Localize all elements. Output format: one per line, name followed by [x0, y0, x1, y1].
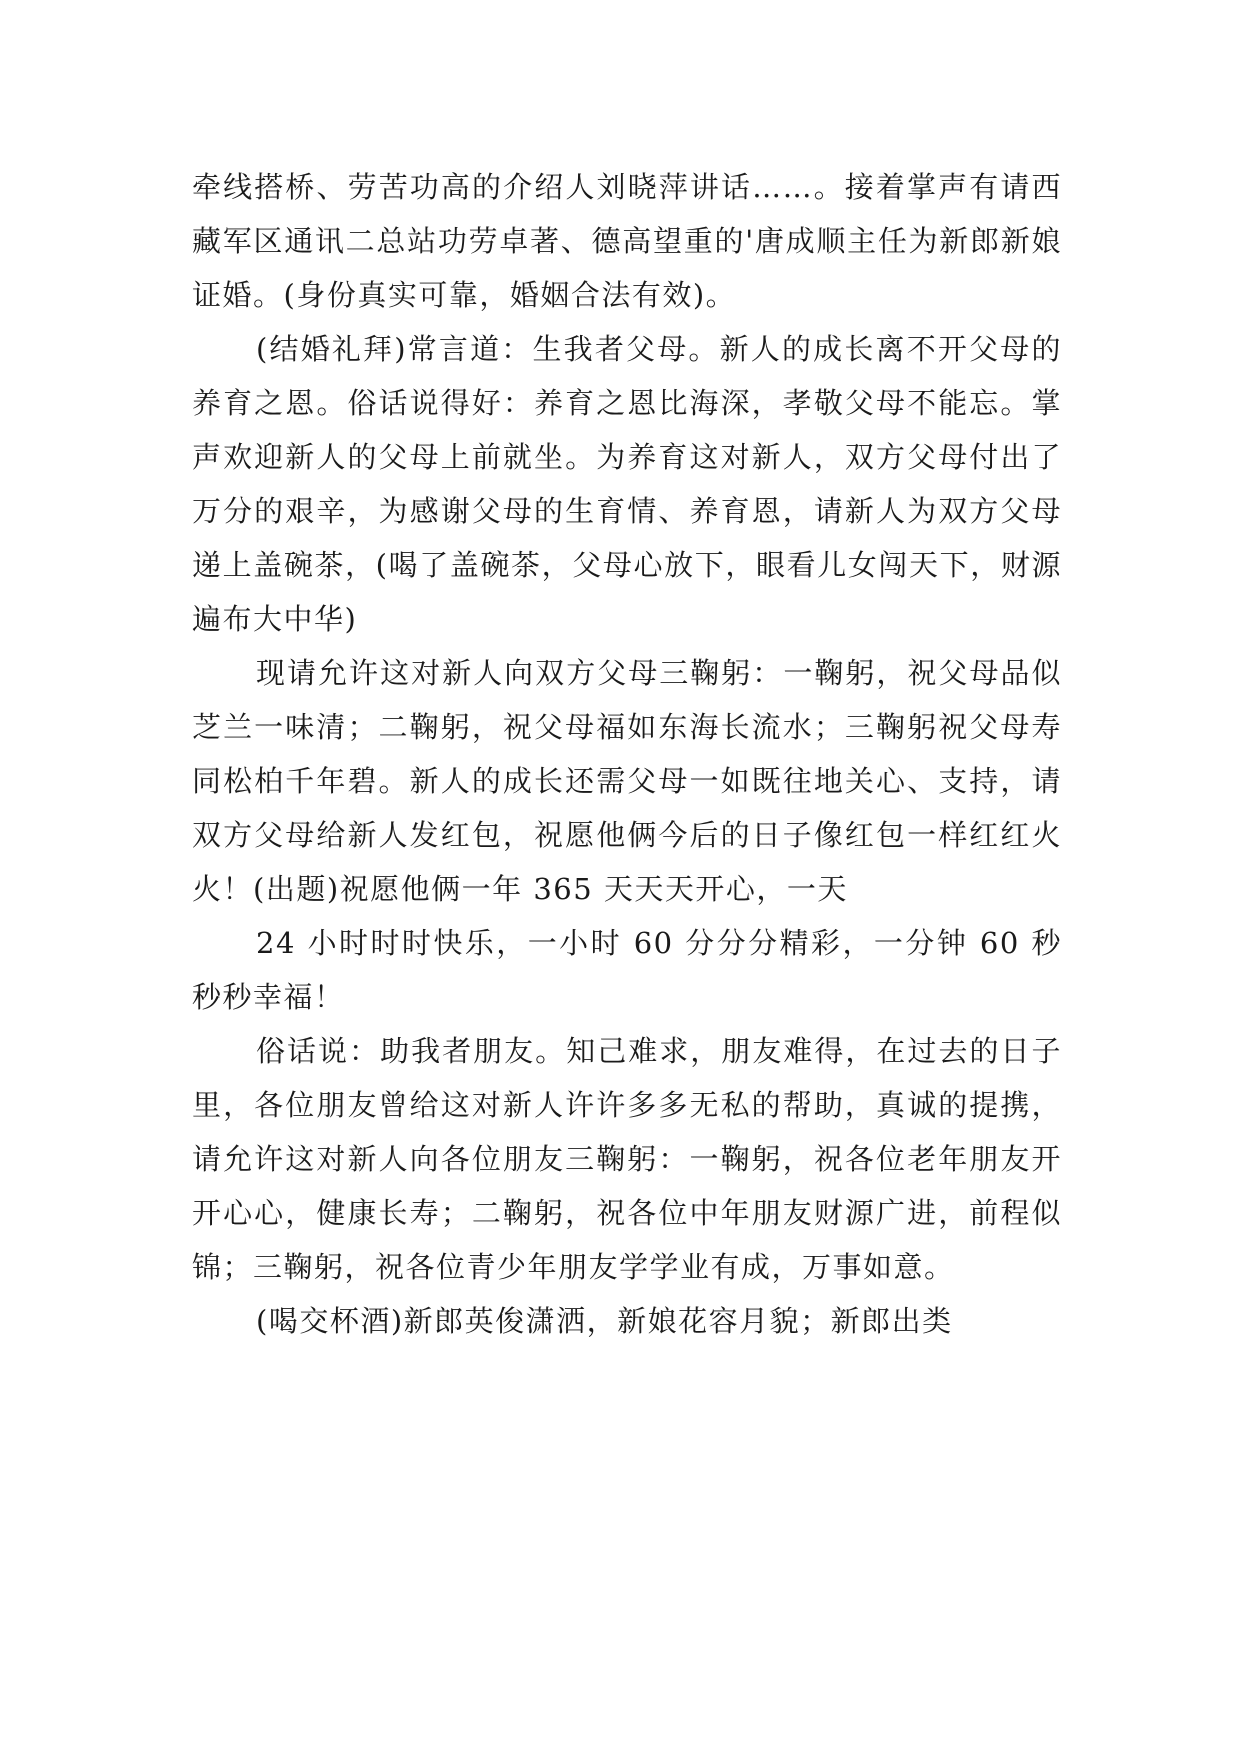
paragraph-bow-to-friends: 俗话说：助我者朋友。知己难求，朋友难得，在过去的日子里，各位朋友曾给这对新人许许多多无私的帮助，真诚的提携，请允许这对新人向各位朋友三鞠躬：一鞠躬，祝各位老年朋友开开心心，健康长寿；二鞠躬，祝各位中年朋友财源广进，前程似锦；三鞠躬，祝各位青少年朋友学学业有成，万事如意。 [192, 1034, 1062, 1284]
document-body [192, 160, 1062, 1348]
paragraph-wedding-ceremony: (结婚礼拜)常言道：生我者父母。新人的成长离不开父母的养育之恩。俗话说得好：养育之恩比海深，孝敬父母不能忘。掌声欢迎新人的父母上前就坐。为养育这对新人，双方父母付出了万分的艰辛，为感谢父母的生育情、养育恩，请新人为双方父母递上盖碗茶，(喝了盖碗茶，父母心放下，眼看儿女闯天下，财源遍布大中华) [192, 332, 1062, 636]
paragraph-bow-to-parents: 现请允许这对新人向双方父母三鞠躬：一鞠躬，祝父母品似芝兰一味清；二鞠躬，祝父母福如东海长流水；三鞠躬祝父母寿同松柏千年碧。新人的成长还需父母一如既往地关心、支持，请双方父母给新人发红包，祝愿他俩今后的日子像红包一样红红火火！(出题)祝愿他俩一年 365 天天天开心，一天 [192, 656, 1062, 906]
paragraph-cross-cup-wine: (喝交杯酒)新郎英俊潇洒，新娘花容月貌；新郎出类 [256, 1304, 953, 1338]
paragraph-happiness-wish: 24 小时时时快乐，一小时 60 分分分精彩，一分钟 60 秒秒秒幸福！ [192, 926, 1062, 1014]
paragraph-introduction: 牵线搭桥、劳苦功高的介绍人刘晓萍讲话……。接着掌声有请西藏军区通讯二总站功劳卓著、德高望重的'唐成顺主任为新郎新娘证婚。(身份真实可靠，婚姻合法有效)。 [192, 170, 1062, 312]
